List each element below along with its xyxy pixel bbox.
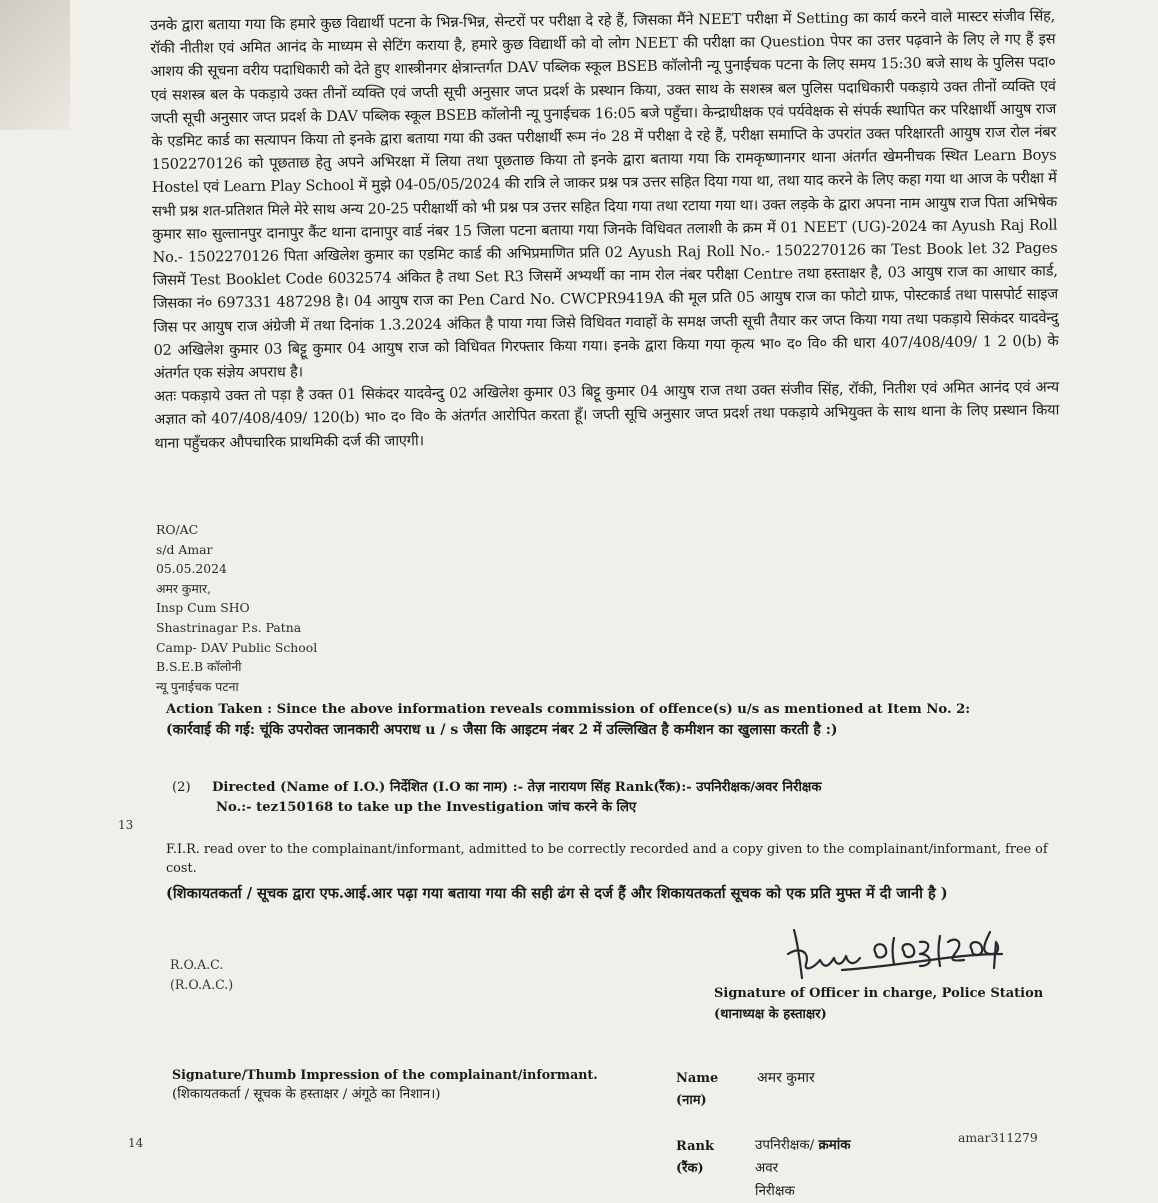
margin-number-13: 13	[118, 818, 134, 832]
rank-label-english: Rank	[676, 1139, 714, 1154]
name-label	[676, 1068, 718, 1112]
rank-value-line-2: अवर	[755, 1161, 779, 1176]
signed-by-line: s/d Amar	[156, 541, 213, 557]
rank-code: amar311279	[958, 1130, 1038, 1145]
action-taken-hindi: (कार्रवाई की गई: चूंकि उपरोक्त जानकारी अपराध u / s जैसा कि आइटम नंबर 2 में उल्लिखित है कमीशन का खुलासा करती है :)	[166, 722, 838, 738]
roac-line-2: (R.O.A.C.)	[170, 977, 234, 992]
directed-line-1: Directed (Name of I.O.) निर्देशित (I.O का नाम) :- तेज़ नारायण सिंह Rank(रैंक):- उपनिरीक्षक/अवर निरीक्षक	[212, 780, 822, 795]
directed-io-section	[172, 778, 1052, 818]
rank-value	[755, 1134, 851, 1203]
folded-page-corner	[0, 0, 70, 130]
camp-line: Camp- DAV Public School	[156, 639, 318, 655]
fir-narrative	[150, 5, 1060, 455]
roac-block	[170, 955, 233, 995]
rank-value-line-3: निरीक्षक	[755, 1184, 795, 1199]
police-station-line: Shastrinagar P.s. Patna	[156, 619, 302, 635]
rank-number-label: क्रमांक	[818, 1137, 851, 1153]
roac-line: RO/AC	[156, 522, 199, 537]
officer-handwritten-signature	[780, 924, 1010, 986]
action-taken-section	[166, 700, 1066, 740]
margin-number-14: 14	[128, 1136, 144, 1150]
complainant-caption-english: Signature/Thumb Impression of the complainant/informant.	[172, 1067, 598, 1082]
directed-line-2: No.:- tez150168 to take up the Investigation जांच करने के लिए	[216, 800, 637, 815]
name-value: अमर कुमार	[757, 1070, 815, 1086]
narrative-paragraph-2: अतः पकड़ाये उक्त तो पड़ा है उक्त 01 सिकंदर यादवेन्दु 02 अखिलेश कुमार 03 बिट्टू कुमार 04 आयुष राज तथा उक्त संजीव सिंह, रॉकी, नितीश एवं अमित आनंद एवं अन्य अज्ञात को 407/408/409/ 120(b) भा० द० वि० के अंतर्गत आरोपित करता हूँ। जप्ती सूचि अनुसार जप्त प्रदर्श तथा पकड़ाये अभियुक्त के साथ थाना के लिए प्रस्थान किया थाना पहुँचकर औपचारिक प्राथमिकी दर्ज की जाएगी।	[153, 378, 1060, 452]
complainant-signature-caption	[172, 1065, 598, 1105]
rank-label	[676, 1136, 714, 1180]
roac-line-1: R.O.A.C.	[170, 957, 224, 972]
officer-rank-line: Insp Cum SHO	[156, 600, 250, 616]
fir-readover-section	[166, 840, 1056, 905]
locality-line: न्यू पुनाईचक पटना	[156, 678, 239, 694]
rank-value-line-1: उपनिरीक्षक/	[755, 1138, 815, 1153]
name-label-english: Name	[676, 1071, 719, 1086]
item-number: (2)	[172, 780, 191, 795]
action-taken-english: Action Taken : Since the above information reveals commission of offence(s) u/s as mentioned at Item No. 2:	[166, 702, 971, 717]
recording-officer-block	[156, 520, 317, 696]
rank-label-hindi: (रैंक)	[676, 1161, 704, 1176]
colony-line: B.S.E.B कॉलोनी	[156, 659, 242, 675]
name-label-hindi: (नाम)	[676, 1093, 707, 1108]
fir-readover-hindi: (शिकायतकर्ता / सूचक द्वारा एफ.आई.आर पढ़ा गया बताया गया की सही ढंग से दर्ज हैं और शिकायतकर्ता सूचक को एक प्रति मुफ्त में दी जानी है )	[166, 885, 948, 902]
officer-caption-hindi: (थानाध्यक्ष के हस्ताक्षर)	[714, 1007, 827, 1022]
officer-caption-english: Signature of Officer in charge, Police Station	[714, 986, 1044, 1001]
complainant-caption-hindi: (शिकायतकर्ता / सूचक के हस्ताक्षर / अंगूठे का निशान।)	[172, 1087, 441, 1102]
officer-signature-caption	[714, 983, 1043, 1025]
date-line: 05.05.2024	[156, 561, 227, 577]
signature-text: Amar 05|05|2024	[780, 924, 789, 925]
narrative-paragraph-1: उनके द्वारा बताया गया कि हमारे कुछ विद्यार्थी पटना के भिन्न-भिन्न, सेन्टरों पर परीक्षा दे रहे हैं, जिसका मैंने NEET परीक्षा में Setting का कार्य करने वाले मास्टर संजीव सिंह, रॉकी नीतीश एवं अमित आनंद के माध्यम से सेटिंग कराया है, हमारे कुछ विद्यार्थी को वो लोग NEET की परीक्षा का Question पेपर का उत्तर पढ़वाने के लिए ले गए हैं इस आशय की सूचना वरीय पदाधिकारी को देते हुए शास्त्रीनगर क्षेत्रान्तर्गत DAV पब्लिक स्कूल BSEB कॉलोनी न्यू पुनाईचक पटना के लिए समय 15:30 बजे साथ के पुलिस पदा० एवं सशस्त्र बल के पकड़ाये उक्त तीनों व्यक्ति एवं जप्ती सूची अनुसार जप्त प्रदर्श के प्रस्थान किया, उक्त साथ के सशस्त्र बल पुलिस पदाधिकारी पकड़ाये उक्त तीनों व्यक्ति एवं जप्ती सूची अनुसार जप्त प्रदर्श के DAV पब्लिक स्कूल BSEB कॉलोनी न्यू पुनाईचक 16:05 बजे पहुँचा। केन्द्राधीक्षक एवं पर्यवेक्षक से संपर्क स्थापित कर परिक्षार्थी आयुष राज के एडमिट कार्ड का सत्यापन किया तो इनके द्वारा बताया गया की उक्त परीक्षार्थी रूम नं० 28 में परीक्षा दे रहे हैं, परीक्षा समाप्ति के उपरांत उक्त परिक्षारती आयुष राज रोल नंबर 1502270126 को पूछताछ हेतु अपने अभिरक्षा में लिया तथा पूछताछ किया तो इनके द्वारा बताया गया कि रामकृष्णानगर थाना अंतर्गत खेमनीचक स्थित Learn Boys Hostel एवं Learn Play School में मुझे 04-05/05/2024 की रात्रि ले जाकर प्रश्न पत्र उत्तर सहित दिया गया था, तथा याद करने के लिए कहा गया था आज के परीक्षा में सभी प्रश्न शत-प्रतिशत मिले मेरे साथ अन्य 20-25 परीक्षार्थी को भी प्रश्न पत्र उत्तर सहित दिया गया तथा रटाया गया था। उक्त लड़के के द्वारा अपना नाम आयुष राज पिता अभिषेक कुमार सा० सुल्तानपुर दानापुर कैंट थाना दानापुर वार्ड नंबर 15 जिला पटना बताया गया जिनके विधिवत तलाशी के क्रम में 01 NEET (UG)-2024 का Ayush Raj Roll No.- 1502270126 पिता अखिलेश कुमार का एडमिट कार्ड की अभिप्रमाणित प्रति 02 Ayush Raj Roll No.- 1502270126 का Test Book let 32 Pages जिसमें Test Booklet Code 6032574 अंकित है तथा Set R3 जिसमें अभ्यर्थी का नाम रोल नंबर परीक्षा Centre तथा हस्ताक्षर है, 03 आयुष राज का आधार कार्ड, जिसका नं० 697331 487298 है। 04 आयुष राज का Pen Card No. CWCPR9419A की मूल प्रति 05 आयुष राज का फोटो ग्राफ, पोस्टकार्ड तथा पासपोर्ट साइज जिस पर आयुष राज अंग्रेजी में तथा दिनांक 1.3.2024 अंकित है पाया गया जिसे विधिवत गवाहों के समक्ष जप्ती सूची तैयार कर जप्त किया गया तथा पकड़ाये सिकंदर यादवेन्दु 02 अखिलेश कुमार 03 बिट्टू कुमार 04 आयुष राज को विधिवत गिरफ्तार किया गया। इनके द्वारा किया गया कृत्य भा० द० वि० की धारा 407/408/409/ 1 2 0(b) के अंतर्गत एक संज्ञेय अपराध है।	[150, 7, 1059, 383]
officer-name-line: अमर कुमार,	[156, 580, 212, 596]
fir-readover-english: F.I.R. read over to the complainant/informant, admitted to be correctly recorded and a copy given to the complainant/informant, free of cost.	[166, 842, 1048, 876]
